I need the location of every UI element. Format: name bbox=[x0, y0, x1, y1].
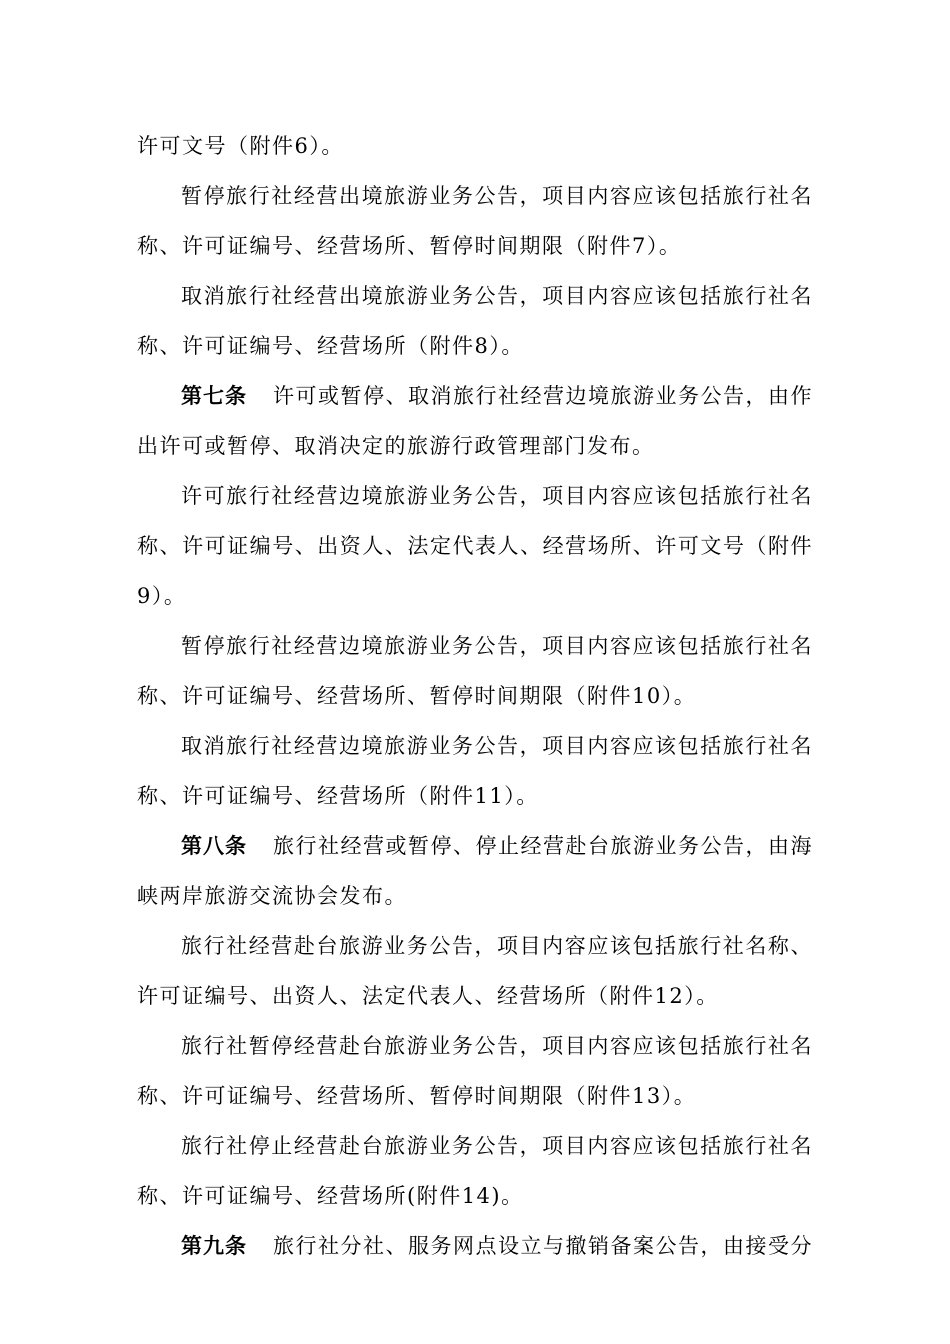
paragraph-first-line: 取消旅行社经营边境旅游业务公告，项目内容应该包括旅行社名 bbox=[181, 734, 813, 758]
article-line bbox=[181, 379, 813, 413]
text-line: 出许可或暂停、取消决定的旅游行政管理部门发布。 bbox=[137, 434, 655, 458]
text-line: 称、许可证编号、经营场所、暂停时间期限（附件7）。 bbox=[137, 234, 682, 258]
article-number: 第八条 bbox=[181, 834, 247, 858]
article-number: 第九条 bbox=[181, 1234, 247, 1258]
text-line: 称、许可证编号、经营场所、暂停时间期限（附件13）。 bbox=[137, 1084, 697, 1108]
paragraph-first-line: 许可旅行社经营边境旅游业务公告，项目内容应该包括旅行社名 bbox=[181, 484, 813, 508]
article-line bbox=[181, 1229, 813, 1263]
paragraph-first-line: 旅行社经营赴台旅游业务公告，项目内容应该包括旅行社名称、 bbox=[181, 934, 813, 958]
paragraph-first-line: 旅行社暂停经营赴台旅游业务公告，项目内容应该包括旅行社名 bbox=[181, 1034, 813, 1058]
article-text: 旅行社经营或暂停、停止经营赴台旅游业务公告，由海 bbox=[273, 834, 813, 858]
text-line: 许可证编号、出资人、法定代表人、经营场所（附件12）。 bbox=[137, 984, 719, 1008]
article-line bbox=[181, 829, 813, 863]
text-line: 称、许可证编号、经营场所（附件8）。 bbox=[137, 334, 524, 358]
text-line: 许可文号（附件6）。 bbox=[137, 134, 344, 158]
paragraph-first-line: 暂停旅行社经营出境旅游业务公告，项目内容应该包括旅行社名 bbox=[181, 184, 813, 208]
article-text: 许可或暂停、取消旅行社经营边境旅游业务公告，由作 bbox=[273, 384, 813, 408]
text-line: 峡两岸旅游交流协会发布。 bbox=[137, 884, 407, 908]
paragraph-first-line: 旅行社停止经营赴台旅游业务公告，项目内容应该包括旅行社名 bbox=[181, 1134, 813, 1158]
text-line: 9）。 bbox=[137, 584, 187, 608]
article-number: 第七条 bbox=[181, 384, 247, 408]
article-text: 旅行社分社、服务网点设立与撤销备案公告，由接受分 bbox=[273, 1234, 813, 1258]
paragraph-first-line: 取消旅行社经营出境旅游业务公告，项目内容应该包括旅行社名 bbox=[181, 284, 813, 308]
paragraph-first-line: 暂停旅行社经营边境旅游业务公告，项目内容应该包括旅行社名 bbox=[181, 634, 813, 658]
text-line: 称、许可证编号、出资人、法定代表人、经营场所、许可文号（附件 bbox=[137, 534, 813, 558]
text-line: 称、许可证编号、经营场所、暂停时间期限（附件10）。 bbox=[137, 684, 697, 708]
text-line: 称、许可证编号、经营场所（附件11）。 bbox=[137, 784, 539, 808]
text-line: 称、许可证编号、经营场所(附件14)。 bbox=[137, 1184, 524, 1208]
